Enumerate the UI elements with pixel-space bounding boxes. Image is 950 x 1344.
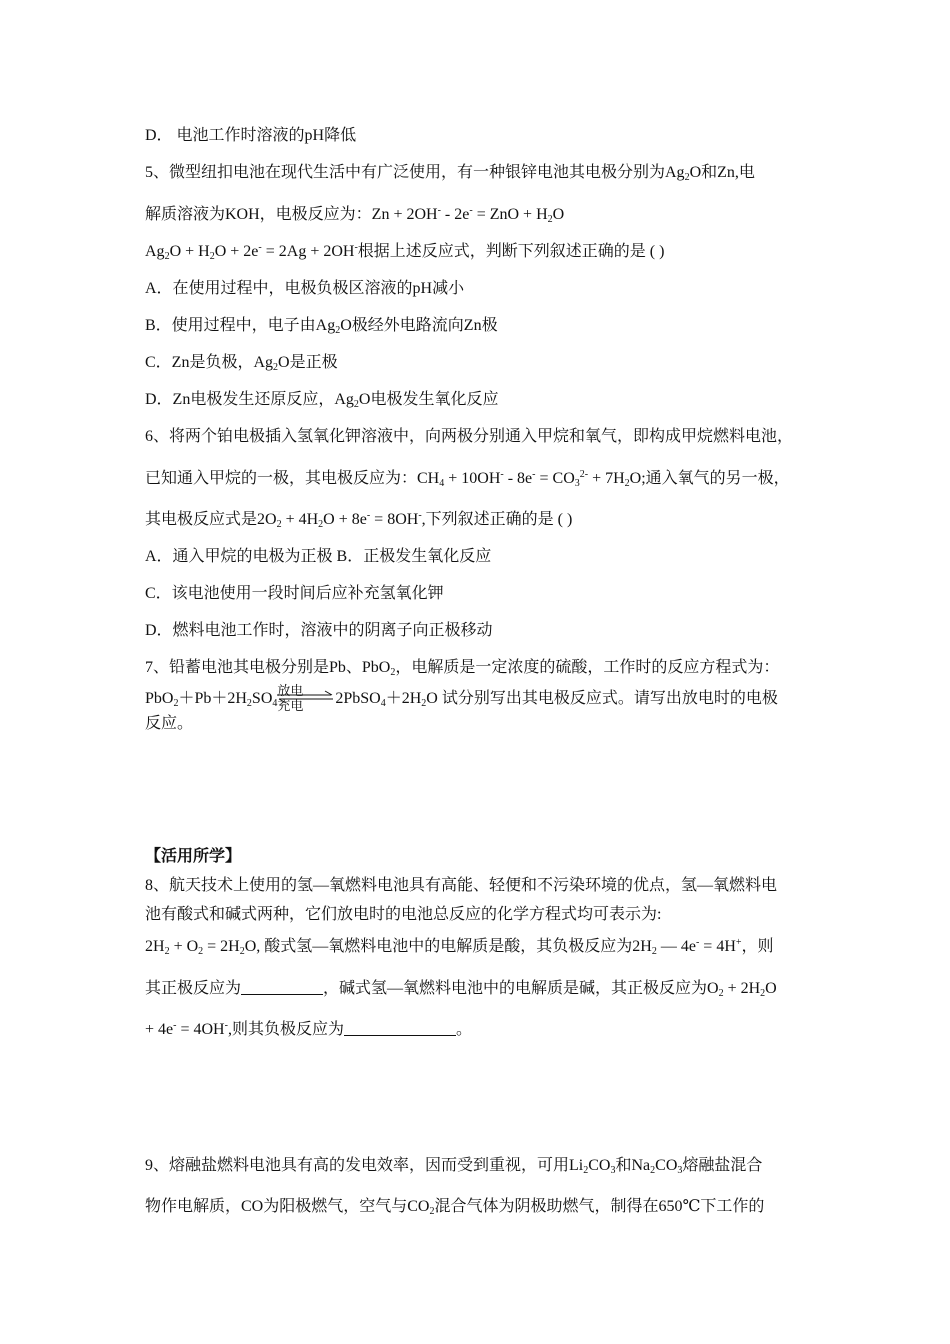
q5-option-c: C．Zn是负极，$Ag_2O$是正极 (145, 354, 338, 373)
q8-stem-line5: + 4e- = 4OH-,则其负极反应为 。 (145, 1020, 472, 1038)
q4-option-d: D． 电池工作时溶液的pH降低 (145, 127, 357, 144)
q9-stem-line2: 物作电解质，CO为阳极燃气，空气与$CO_2$混合气体为阴极助燃气，制得在650℃下工作的 (145, 1198, 765, 1217)
q5-option-a: A．在使用过程中，电极负极区溶液的pH减小 (145, 280, 465, 297)
answer-blank-negative-electrode[interactable] (344, 1019, 456, 1036)
answer-blank-positive-electrode[interactable] (241, 978, 323, 995)
q6-option-d: D．燃料电池工作时，溶液中的阴离子向正极移动 (145, 622, 493, 639)
q9-stem-line1: 9、熔融盐燃料电池具有高的发电效率，因而受到重视，可用$Li_2CO_3$和$Na_2CO_3$熔融盐混合 (145, 1157, 763, 1176)
q7-stem-line2: $PbO_2+Pb+2H_2SO_4$ 放电 充电 $2PbSO_4+2H_2O$ 试分别写出其电极反应式。请写出放电时的电极 (145, 683, 778, 713)
q5-stem-line3: $Ag_2O + H_2O + 2e^- = 2Ag + 2OH^-$根据上述反应式，判断下列叙述正确的是 ( ) (145, 242, 665, 262)
q8-stem-line3: $2H_2 + O_2 = 2H_2O$, 酸式氢—氧燃料电池中的电解质是酸，其负极反应为$2H_2$ — 4e- = 4H+，则 (145, 937, 774, 957)
q6-option-ab: A．通入甲烷的电极为正极 B．正极发生氧化反应 (145, 548, 492, 565)
q6-stem-line1: 6、将两个铂电极插入氢氧化钾溶液中，向两极分别通入甲烷和氧气，即构成甲烷燃料电池， (145, 428, 794, 445)
q8-stem-line1: 8、航天技术上使用的氢—氧燃料电池具有高能、轻便和不污染环境的优点，氢—氧燃料电 (145, 877, 778, 894)
reversible-reaction-arrow: 放电 充电 (277, 687, 335, 707)
section-title: 【活用所学】 (145, 848, 242, 865)
q5-option-d: D．Zn电极发生还原反应，$Ag_2O$电极发生氧化反应 (145, 391, 499, 410)
q5-stem-line1: 5、微型纽扣电池在现代生活中有广泛使用，有一种银锌电池其电极分别为$Ag_2O$和Zn,电 (145, 164, 755, 183)
q5-option-b: B．使用过程中，电子由$Ag_2O$极经外电路流向Zn极 (145, 317, 498, 336)
q8-stem-line2: 池有酸式和碱式两种，它们放电时的电池总反应的化学方程式均可表示为: (145, 906, 662, 923)
q5-stem-line2: 解质溶液为KOH，电极反应为：Zn + 2OH- - 2e- = ZnO + $H_2O$ (145, 205, 565, 225)
q6-stem-line3: 其电极反应式是$2O_2 + 4H_2O + 8e^- = 8OH^-$,下列叙述正确的是 ( ) (145, 510, 573, 530)
q7-stem-line1: 7、铅蓄电池其电极分别是Pb、PbO$_2$，电解质是一定浓度的硫酸，工作时的反应方程式为： (145, 659, 780, 678)
q6-option-c: C．该电池使用一段时间后应补充氢氧化钾 (145, 585, 444, 602)
q6-stem-line2: 已知通入甲烷的一极，其电极反应为：$CH_4 + 10OH^- - 8e^- = CO_3^{2-} + 7H_2O$;通入氧气的另一极， (145, 469, 790, 489)
q7-stem-line3: 反应。 (145, 715, 194, 732)
q8-stem-line4: 其正极反应为 ，碱式氢—氧燃料电池中的电解质是碱，其正极反应为$O_2 + 2H_2O$ (145, 980, 777, 999)
